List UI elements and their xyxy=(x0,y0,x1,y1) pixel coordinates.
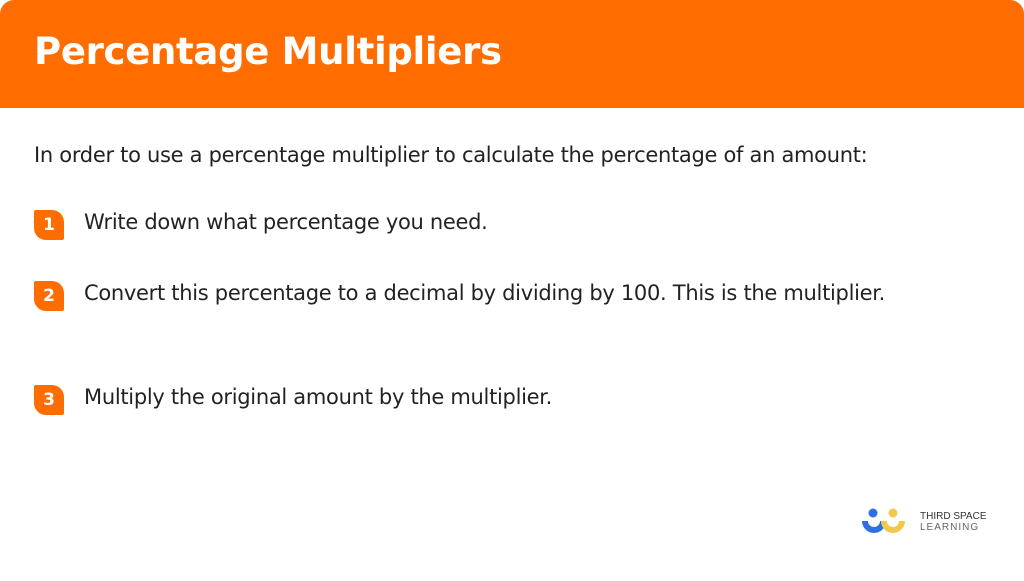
step-text: Write down what percentage you need. xyxy=(84,210,488,234)
step-number-badge: 1 xyxy=(34,210,64,240)
step-1 xyxy=(34,212,904,240)
intro-text: In order to use a percentage multiplier to calculate the percentage of an amount: xyxy=(34,143,868,167)
header-banner xyxy=(0,0,1024,108)
step-number-badge: 2 xyxy=(34,281,64,311)
step-number-badge: 3 xyxy=(34,385,64,415)
step-3 xyxy=(34,387,904,415)
logo-line-2: LEARNING xyxy=(920,522,980,533)
step-text: Convert this percentage to a decimal by dividing by 100. This is the multiplier. xyxy=(84,281,886,305)
page-title: Percentage Multipliers xyxy=(34,30,502,73)
step-2 xyxy=(34,283,904,311)
logo-line-1: THIRD SPACE xyxy=(920,511,987,522)
third-space-learning-logo xyxy=(860,508,987,536)
logo-icon xyxy=(860,508,910,536)
step-text: Multiply the original amount by the multiplier. xyxy=(84,385,553,409)
